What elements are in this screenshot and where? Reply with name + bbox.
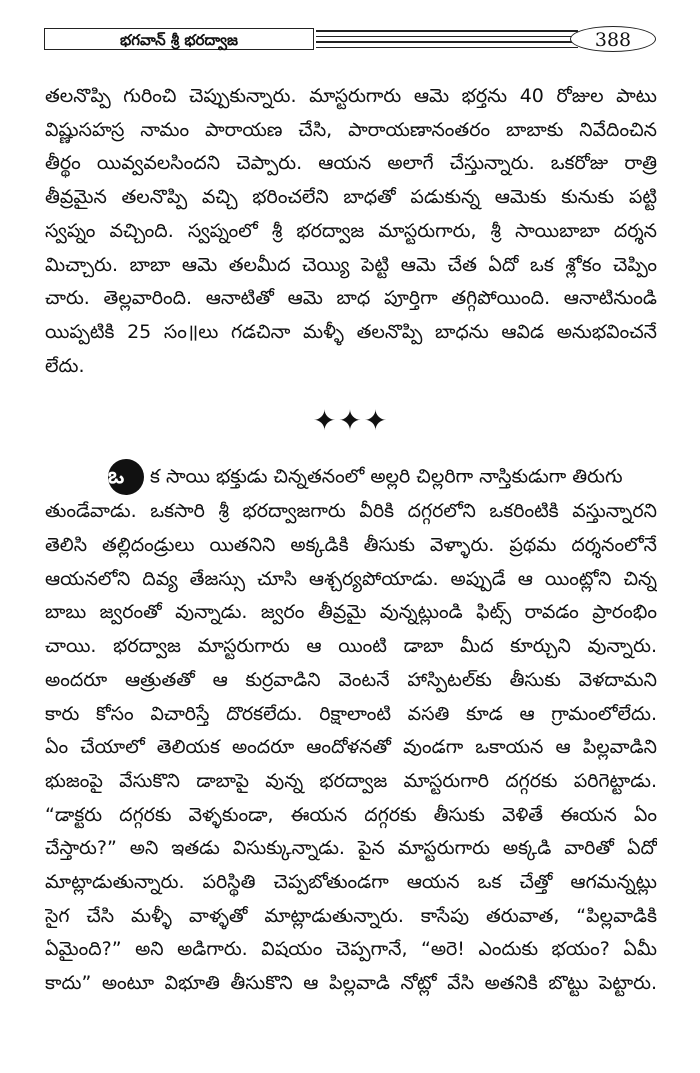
page-number: 388 — [570, 26, 656, 52]
paragraph-1 — [45, 80, 657, 383]
text-line: కారు కోసం విచారిస్తే దొరకలేదు. రిక్షాలాంటి వసతి కూడ ఆ గ్రామంలోలేదు. — [45, 702, 657, 725]
text-line-first — [45, 459, 657, 495]
page-body — [45, 80, 657, 1001]
text-line: బాబు జ్వరంతో వున్నాడు. జ్వరం తీవ్రమై వున్నట్లుండి ఫిట్స్ రావడం ప్రారంభిం — [45, 601, 657, 624]
text-line: తెలిసి తల్లిదండ్రులు యితనిని అక్కడికి తీసుకు వెళ్ళారు. ప్రథమ దర్శనంలోనే — [45, 534, 657, 557]
header-rules — [316, 30, 578, 50]
running-title: భగవాన్ శ్రీ భరద్వాజ — [44, 28, 314, 50]
text-line: తీవ్రమైన తలనొప్పి వచ్చి భరించలేని బాధతో పడుకున్న ఆమెకు కునుకు పట్టి — [45, 186, 657, 209]
text-line: ఆయనలోని దివ్య తేజస్సు చూసి ఆశ్చర్యపోయాడు. అప్పుడే ఆ యింట్లోని చిన్న — [45, 567, 657, 590]
text-line: యిప్పటికి 25 సం॥లు గడచినా మళ్ళీ తలనొప్పి బాధను ఆవిడ అనుభవించనే — [45, 320, 657, 343]
text-line: ఏం చేయాలో తెలియక అందరూ ఆందోళనతో వుండగా ఒకాయన ఆ పిల్లవాడిని — [45, 736, 657, 759]
text-line: కాదు” అంటూ విభూతి తీసుకొని ఆ పిల్లవాడి నోట్లో వేసి అతనికి బొట్టు పెట్టారు. — [45, 972, 657, 995]
text-line: చేస్తారు?” అని ఇతడు విసుక్కున్నాడు. పైన మాస్టరుగారు అక్కడి వారితో ఏదో — [45, 837, 657, 860]
text-line: సైగ చేసి మళ్ళీ వాళ్ళతో మాట్లాడుతున్నారు. కాసేపు తరువాత, “పిల్లవాడికి — [45, 904, 657, 927]
page-header — [44, 28, 658, 54]
text-line: లేదు. — [45, 354, 85, 377]
text-line: విష్ణుసహస్ర నామం పారాయణ చేసి, పారాయణానంతరం బాబాకు నివేదించిన — [45, 118, 657, 141]
text-line: ఏమైంది?” అని అడిగారు. విషయం చెప్పగానే, “అరె! ఎందుకు భయం? ఏమీ — [45, 938, 657, 961]
text-line: అందరూ ఆత్రుతతో ఆ కుర్రవాడిని వెంటనే హాస్పిటల్‌కు తీసుకు వెళదామని — [45, 668, 657, 691]
text-line: తీర్థం యివ్వవలసిందని చెప్పారు. ఆయన అలాగే చేస్తున్నారు. ఒకరోజు రాత్రి — [45, 152, 657, 175]
text-line: చారు. తెల్లవారింది. ఆనాటితో ఆమె బాధ పూర్తిగా తగ్గిపోయింది. ఆనాటినుండి — [45, 287, 657, 310]
text-line: “డాక్టరు దగ్గరకు వెళ్ళకుండా, ఈయన దగ్గరకు తీసుకు వెళితే ఈయన ఏం — [45, 803, 657, 826]
text-line: మాట్లాడుతున్నారు. పరిస్థితి చెప్పబోతుండగా ఆయన ఒక చేత్తో ఆగమన్నట్లు — [45, 871, 657, 894]
section-divider-ornament: ✦✦✦ — [312, 404, 390, 438]
text-line: తుండేవాడు. ఒకసారి శ్రీ భరద్వాజగారు వీరికి దగ్గరలోని ఒకరింటికి వస్తున్నారని — [45, 500, 657, 523]
drop-cap: ఒ — [108, 459, 144, 495]
text-line: చాయి. భరద్వాజ మాస్టరుగారు ఆ యింటి డాబా మీద కూర్చుని వున్నారు. — [45, 635, 657, 658]
text-line: మిచ్చారు. బాబా ఆమె తలమీద చెయ్యి పెట్టి ఆమె చేత ఏదో ఒక శ్లోకం చెప్పిం — [45, 253, 657, 276]
paragraph-2 — [45, 459, 657, 1001]
text-line: స్వప్నం వచ్చింది. స్వప్నంలో శ్రీ భరద్వాజ మాస్టరుగారు, శ్రీ సాయిబాబా దర్శన — [45, 219, 657, 242]
text-line: భుజంపై వేసుకొని డాబాపై వున్న భరద్వాజ మాస్టరుగారి దగ్గరకు పరిగెట్టాడు. — [45, 769, 657, 792]
first-line-text: క సాయి భక్తుడు చిన్నతనంలో అల్లరి చిల్లరిగా నాస్తికుడుగా తిరుగు — [150, 465, 623, 488]
text-line: తలనొప్పి గురించి చెప్పుకున్నారు. మాస్టరుగారు ఆమె భర్తను 40 రోజుల పాటు — [45, 85, 657, 107]
